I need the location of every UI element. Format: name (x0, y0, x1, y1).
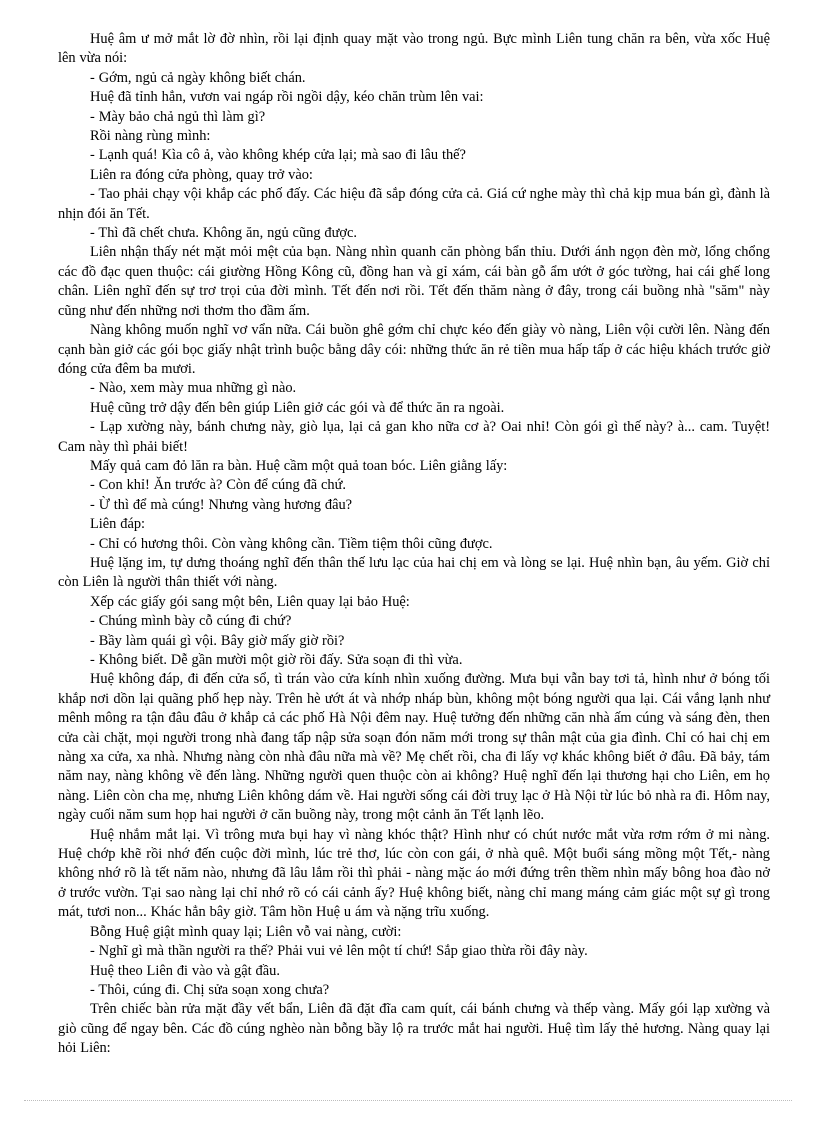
paragraph: Huệ không đáp, đi đến cửa sổ, tì trán vào cửa kính nhìn xuống đường. Mưa bụi vẫn bay tơi tả, hình như ở bóng tối khắp nơi dồn lại quãng phố hẹp này. Trên hè ướt át và nhớp nháp bùn, không một bóng người qua lại. Cái vắng lạnh như mênh mông ra tận đâu đâu ở khắp cả các phố Hà Nội đêm nay. Huệ tưởng đến những căn nhà ấm cúng và sáng đèn, then cửa cài chặt, mọi người trong nhà đang tấp nập sửa soạn đón năm mới trong sự thân mật của gia đình. Chỉ có hai chị em nàng xa cửa, xa nhà. Nhưng nàng còn nhà đâu nữa mà về? Mẹ chết rồi, cha đi lấy vợ khác không biết ở đâu. Đã bảy, tám năm nay, nàng không về đến làng. Những người quen thuộc còn ai không? Huệ nghĩ đến lại thương hại cho Liên, em họ nàng. Liên còn cha mẹ, nhưng Liên không dám về. Hai người sống cái đời truỵ lạc ở Hà Nội từ lúc bỏ nhà ra đi. Hôm nay, ngày cuối năm sum họp hai người ở căn buồng này, trong một cảnh ăn Tết lạnh lẽo. (58, 671, 770, 824)
paragraph: Huệ cũng trở dậy đến bên giúp Liên giở các gói và để thức ăn ra ngoài. (90, 399, 505, 416)
paragraph: Liên ra đóng cửa phòng, quay trở vào: (90, 166, 313, 183)
dialog-line: - Thì đã chết chưa. Không ăn, ngủ cũng được. (90, 225, 358, 242)
dialog-line: - Lạp xường này, bánh chưng này, giò lụa, lại cả gan kho nữa cơ à? Oai nhỉ! Còn gói gì thế này? à... cam. Tuyệt! Cam này thì phải biết! (58, 419, 770, 455)
dialog-line: - Con khỉ! Ăn trước à? Còn để cúng đã chứ. (90, 477, 346, 494)
dialog-line: - Không biết. Dễ gần mười một giờ rồi đấy. Sửa soạn đi thì vừa. (90, 652, 463, 668)
paragraph: Liên nhận thấy nét mặt mỏi mệt của bạn. Nàng nhìn quanh căn phòng bẩn thỉu. Dưới ánh ngọn đèn mờ, lổng chổng các đồ đạc quen thuộc: cái giường Hồng Kông cũ, đồng han và gỉ xám, cái bàn gỗ ẩm ướt ở góc tường, hai cái ghế long chân. Liên nghĩ đến sự trơ trọi của đời mình. Tết đến nơi rồi. Tết đến thăm nàng ở đây, trong cái buồng nhà "săm" này cũng như đến những nơi thơm tho đầm ấm. (58, 244, 770, 319)
dialog-line: - Chúng mình bày cỗ cúng đi chứ? (90, 613, 292, 630)
paragraph: Huệ theo Liên đi vào và gật đầu. (90, 962, 280, 979)
paragraph: Mấy quả cam đỏ lăn ra bàn. Huệ cầm một quả toan bóc. Liên giằng lấy: (90, 457, 508, 474)
paragraph: Huệ đã tỉnh hẳn, vươn vai ngáp rồi ngồi dậy, kéo chăn trùm lên vai: (90, 89, 484, 106)
paragraph: Huệ nhắm mắt lại. Vì trông mưa bụi hay vì nàng khóc thật? Hình như có chút nước mắt vừa rơm rớm ở mi nàng. Huệ chớp khẽ rồi nhớ đến cuộc đời mình, lúc trẻ thơ, lúc còn con gái, ở nhà quê. Một buổi sáng mồng một Tết,- nàng không nhớ rõ là tết năm nào, nhưng đã lâu lắm rồi thì phải - nàng mặc áo mới đứng trên thềm nhìn mấy bông hoa đào nở ở trước vườn. Tại sao nàng lại chỉ nhớ rõ có cái cảnh ấy? Huệ không biết, nàng chỉ mang máng cảm giác một sự gì trong mát, tươi non... Khác hẳn bây giờ. Tâm hồn Huệ u ám và nặng trĩu xuống. (58, 826, 770, 921)
dialog-line: - Bầy làm quái gì vội. Bây giờ mấy giờ rồi? (90, 632, 345, 649)
paragraph: Bỗng Huệ giật mình quay lại; Liên vỗ vai nàng, cười: (90, 923, 402, 940)
paragraph: Liên đáp: (90, 516, 146, 533)
dialog-line: - Nghĩ gì mà thần người ra thế? Phải vui vẻ lên một tí chứ! Sắp giao thừa rồi đây này. (90, 943, 588, 960)
dialog-line: - Chỉ có hương thôi. Còn vàng không cần. Tiềm tiệm thôi cũng được. (90, 535, 493, 552)
dialog-line: - Mày bảo chả ngủ thì làm gì? (90, 108, 266, 125)
document-page (58, 30, 770, 1059)
page-bottom-divider (24, 1100, 792, 1101)
paragraph: Nàng không muốn nghĩ vơ vẩn nữa. Cái buồn ghê gớm chỉ chực kéo đến giày vò nàng, Liên vội cười lên. Nàng đến cạnh bàn giở các gói bọc giấy nhật trình buộc bằng dây cói: những thức ăn rẻ tiền mua hấp tấp ở các hiệu khách trước giờ đóng cửa đêm ba mươi. (58, 322, 770, 377)
dialog-line: - Thôi, cúng đi. Chị sửa soạn xong chưa? (90, 981, 330, 998)
paragraph: Huệ lặng im, tự dưng thoáng nghĩ đến thân thế lưu lạc của hai chị em và lòng se lại. Huệ nhìn bạn, âu yếm. Giờ chỉ còn Liên là người thân thiết với nàng. (58, 554, 770, 591)
dialog-line: - Nào, xem mày mua những gì nào. (90, 380, 297, 397)
paragraph: Huệ âm ư mở mắt lờ đờ nhìn, rồi lại định quay mặt vào trong ngủ. Bực mình Liên tung chăn ra bên, vừa xốc Huệ lên vừa nói: (58, 31, 770, 67)
paragraph: Xếp các giấy gói sang một bên, Liên quay lại bảo Huệ: (90, 593, 410, 610)
paragraph: Rồi nàng rùng mình: (90, 128, 211, 145)
paragraph: Trên chiếc bàn rửa mặt đầy vết bẩn, Liên đã đặt đĩa cam quít, cái bánh chưng và thếp vàng. Mấy gói lạp xường và giò cũng để ngay bên. Các đồ cúng nghèo nàn bỗng bầy lộ ra trước mắt hai người. Huệ tìm lấy thẻ hương. Nàng quay lại hỏi Liên: (58, 1001, 770, 1057)
dialog-line: - Ừ thì để mà cúng! Nhưng vàng hương đâu? (90, 496, 353, 513)
dialog-line: - Lạnh quá! Kìa cô ả, vào không khép cửa lại; mà sao đi lâu thế? (90, 147, 466, 164)
dialog-line: - Gớm, ngủ cả ngày không biết chán. (90, 69, 306, 86)
dialog-line: - Tao phải chạy vội khắp các phố đấy. Các hiệu đã sắp đóng cửa cả. Giá cứ nghe mày thì chả kịp mua bán gì, đành là nhịn đói ăn Tết. (58, 186, 770, 222)
